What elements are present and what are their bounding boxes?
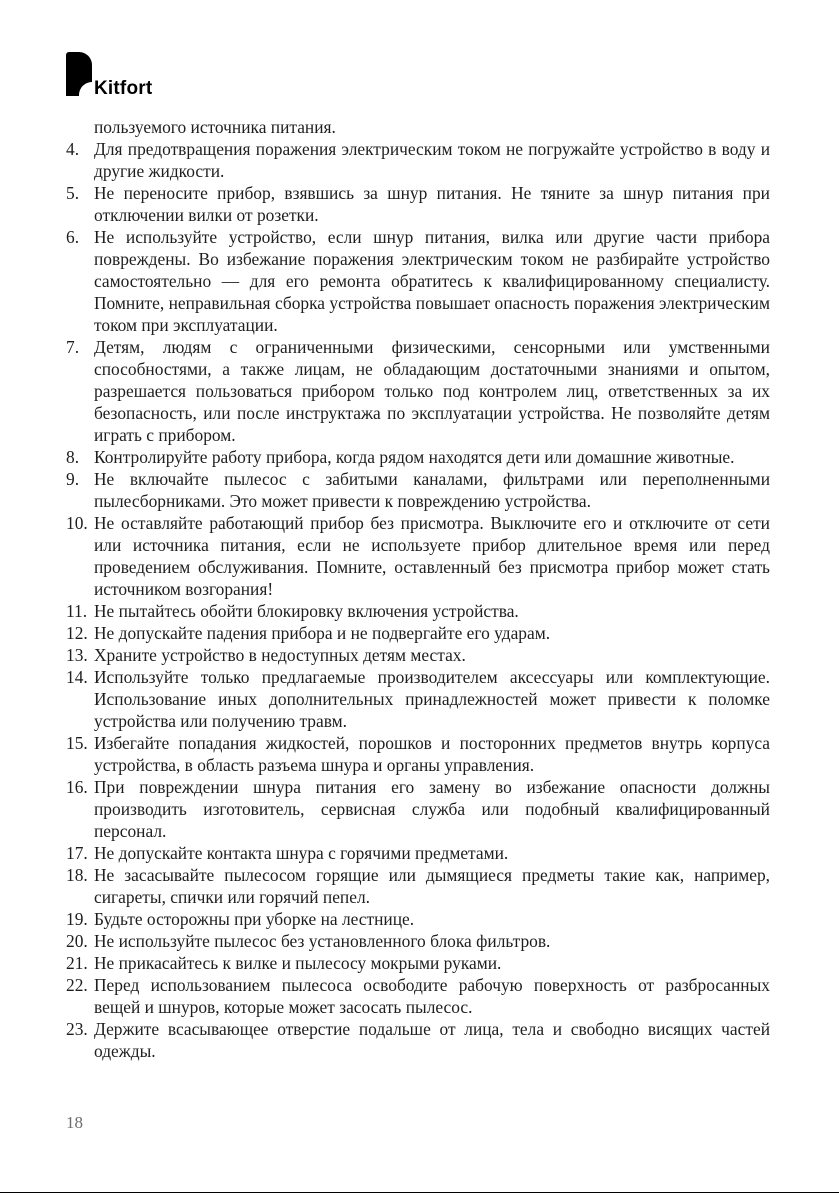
instructions-list [66, 138, 770, 1062]
list-item-number: 23. [66, 1019, 88, 1039]
list-item-number: 16. [66, 777, 88, 797]
list-item-text: Не засасывайте пылесосом горящие или дымящиеся предметы такие как, например, сигареты, спички или горячий пепел. [94, 865, 770, 907]
list-item-number: 9. [66, 469, 80, 489]
list-item-number: 12. [66, 623, 88, 643]
list-item-text: Не допускайте контакта шнура с горячими предметами. [94, 843, 509, 863]
list-item-text: Используйте только предлагаемые производителем аксессуары или комплектующие. Использование иных дополнительных принадлежностей может привести к поломке устройства или получению травм. [94, 667, 770, 731]
list-item-text: Перед использованием пылесоса освободите рабочую поверхность от разбросанных вещей и шнуров, которые может засосать пылесос. [94, 975, 770, 1017]
list-item-text: Избегайте попадания жидкостей, порошков и посторонних предметов внутрь корпуса устройства, в область разъема шнура и органы управления. [94, 733, 770, 775]
list-item-number: 22. [66, 975, 88, 995]
list-item-text: Контролируйте работу прибора, когда рядом находятся дети или домашние животные. [94, 447, 735, 467]
list-item-text: Не прикасайтесь к вилке и пылесосу мокрыми руками. [94, 953, 502, 973]
list-item-number: 10. [66, 513, 88, 533]
brand-name: Kitfort [94, 78, 153, 99]
list-item-text: Будьте осторожны при уборке на лестнице. [94, 909, 415, 929]
list-item-number: 19. [66, 909, 88, 929]
list-item [66, 644, 770, 666]
list-item-text: Не используйте пылесос без установленного блока фильтров. [94, 931, 551, 951]
list-item-number: 15. [66, 733, 88, 753]
list-item-text: Не допускайте падения прибора и не подвергайте его ударам. [94, 623, 551, 643]
list-item [66, 446, 770, 468]
bottom-rule [0, 1192, 839, 1193]
list-item-number: 21. [66, 953, 88, 973]
list-item-number: 4. [66, 139, 80, 159]
list-item-text: Детям, людям с ограниченными физическими, сенсорными или умственными способностями, а также лицам, не обладающим достаточными знаниями и опытом, разрешается пользоваться прибором только под контролем лиц, ответственных за их безопасность, или после инструктажа по эксплуатации устройства. Не позволяйте детям играть с прибором. [94, 337, 770, 445]
list-item-text: Не переносите прибор, взявшись за шнур питания. Не тяните за шнур питания при отключении вилки от розетки. [94, 183, 770, 225]
list-item-number: 13. [66, 645, 88, 665]
list-item [66, 842, 770, 864]
list-item [66, 622, 770, 644]
list-item-number: 11. [66, 601, 88, 621]
continued-text: пользуемого источника питания. [94, 117, 336, 137]
list-item [66, 138, 770, 182]
list-item [66, 182, 770, 226]
list-item-number: 8. [66, 447, 80, 467]
list-item-number: 6. [66, 227, 80, 247]
list-item-text: Для предотвращения поражения электрическим током не погружайте устройство в воду и другие жидкости. [94, 139, 770, 181]
list-item [66, 776, 770, 842]
list-item-text: Не оставляйте работающий прибор без присмотра. Выключите его и отключите от сети или источника питания, если не используете прибор длительное время или перед проведением обслуживания. Помните, оставленный без присмотра прибор может стать источником возгорания! [94, 513, 770, 599]
list-item [66, 512, 770, 600]
list-item-text: Держите всасывающее отверстие подальше от лица, тела и свободно висящих частей одежды. [94, 1019, 770, 1061]
list-item [66, 336, 770, 446]
list-item-text: Не включайте пылесос с забитыми каналами, фильтрами или переполненными пылесборниками. Это может привести к повреждению устройства. [94, 469, 770, 511]
list-item-number: 14. [66, 667, 88, 687]
list-item-number: 5. [66, 183, 80, 203]
list-item-text: Не используйте устройство, если шнур питания, вилка или другие части прибора повреждены. Во избежание поражения электрическим током не разбирайте устройство самостоятельно — для его ремонта обратитесь к квалифицированному специалисту. Помните, неправильная сборка устройства повышает опасность поражения электрическим током при эксплуатации. [94, 227, 770, 335]
list-item [66, 226, 770, 336]
list-item [66, 974, 770, 1018]
list-item [66, 1018, 770, 1062]
list-item-number: 17. [66, 843, 88, 863]
list-item [66, 952, 770, 974]
list-item [66, 930, 770, 952]
list-item [66, 600, 770, 622]
safety-instructions [66, 116, 770, 1062]
page-number: 18 [66, 1113, 83, 1132]
list-item [66, 908, 770, 930]
list-item-text: При повреждении шнура питания его замену во избежание опасности должны производить изготовитель, сервисная служба или подобный квалифицированный персонал. [94, 777, 770, 841]
list-item-text: Не пытайтесь обойти блокировку включения устройства. [94, 601, 519, 621]
list-item-number: 20. [66, 931, 88, 951]
list-item [66, 666, 770, 732]
list-item [66, 732, 770, 776]
list-item-text: Храните устройство в недоступных детям местах. [94, 645, 466, 665]
kitfort-logo [66, 52, 196, 102]
list-item [66, 468, 770, 512]
list-item [66, 864, 770, 908]
list-item-number: 7. [66, 337, 80, 357]
list-item-number: 18. [66, 865, 88, 885]
